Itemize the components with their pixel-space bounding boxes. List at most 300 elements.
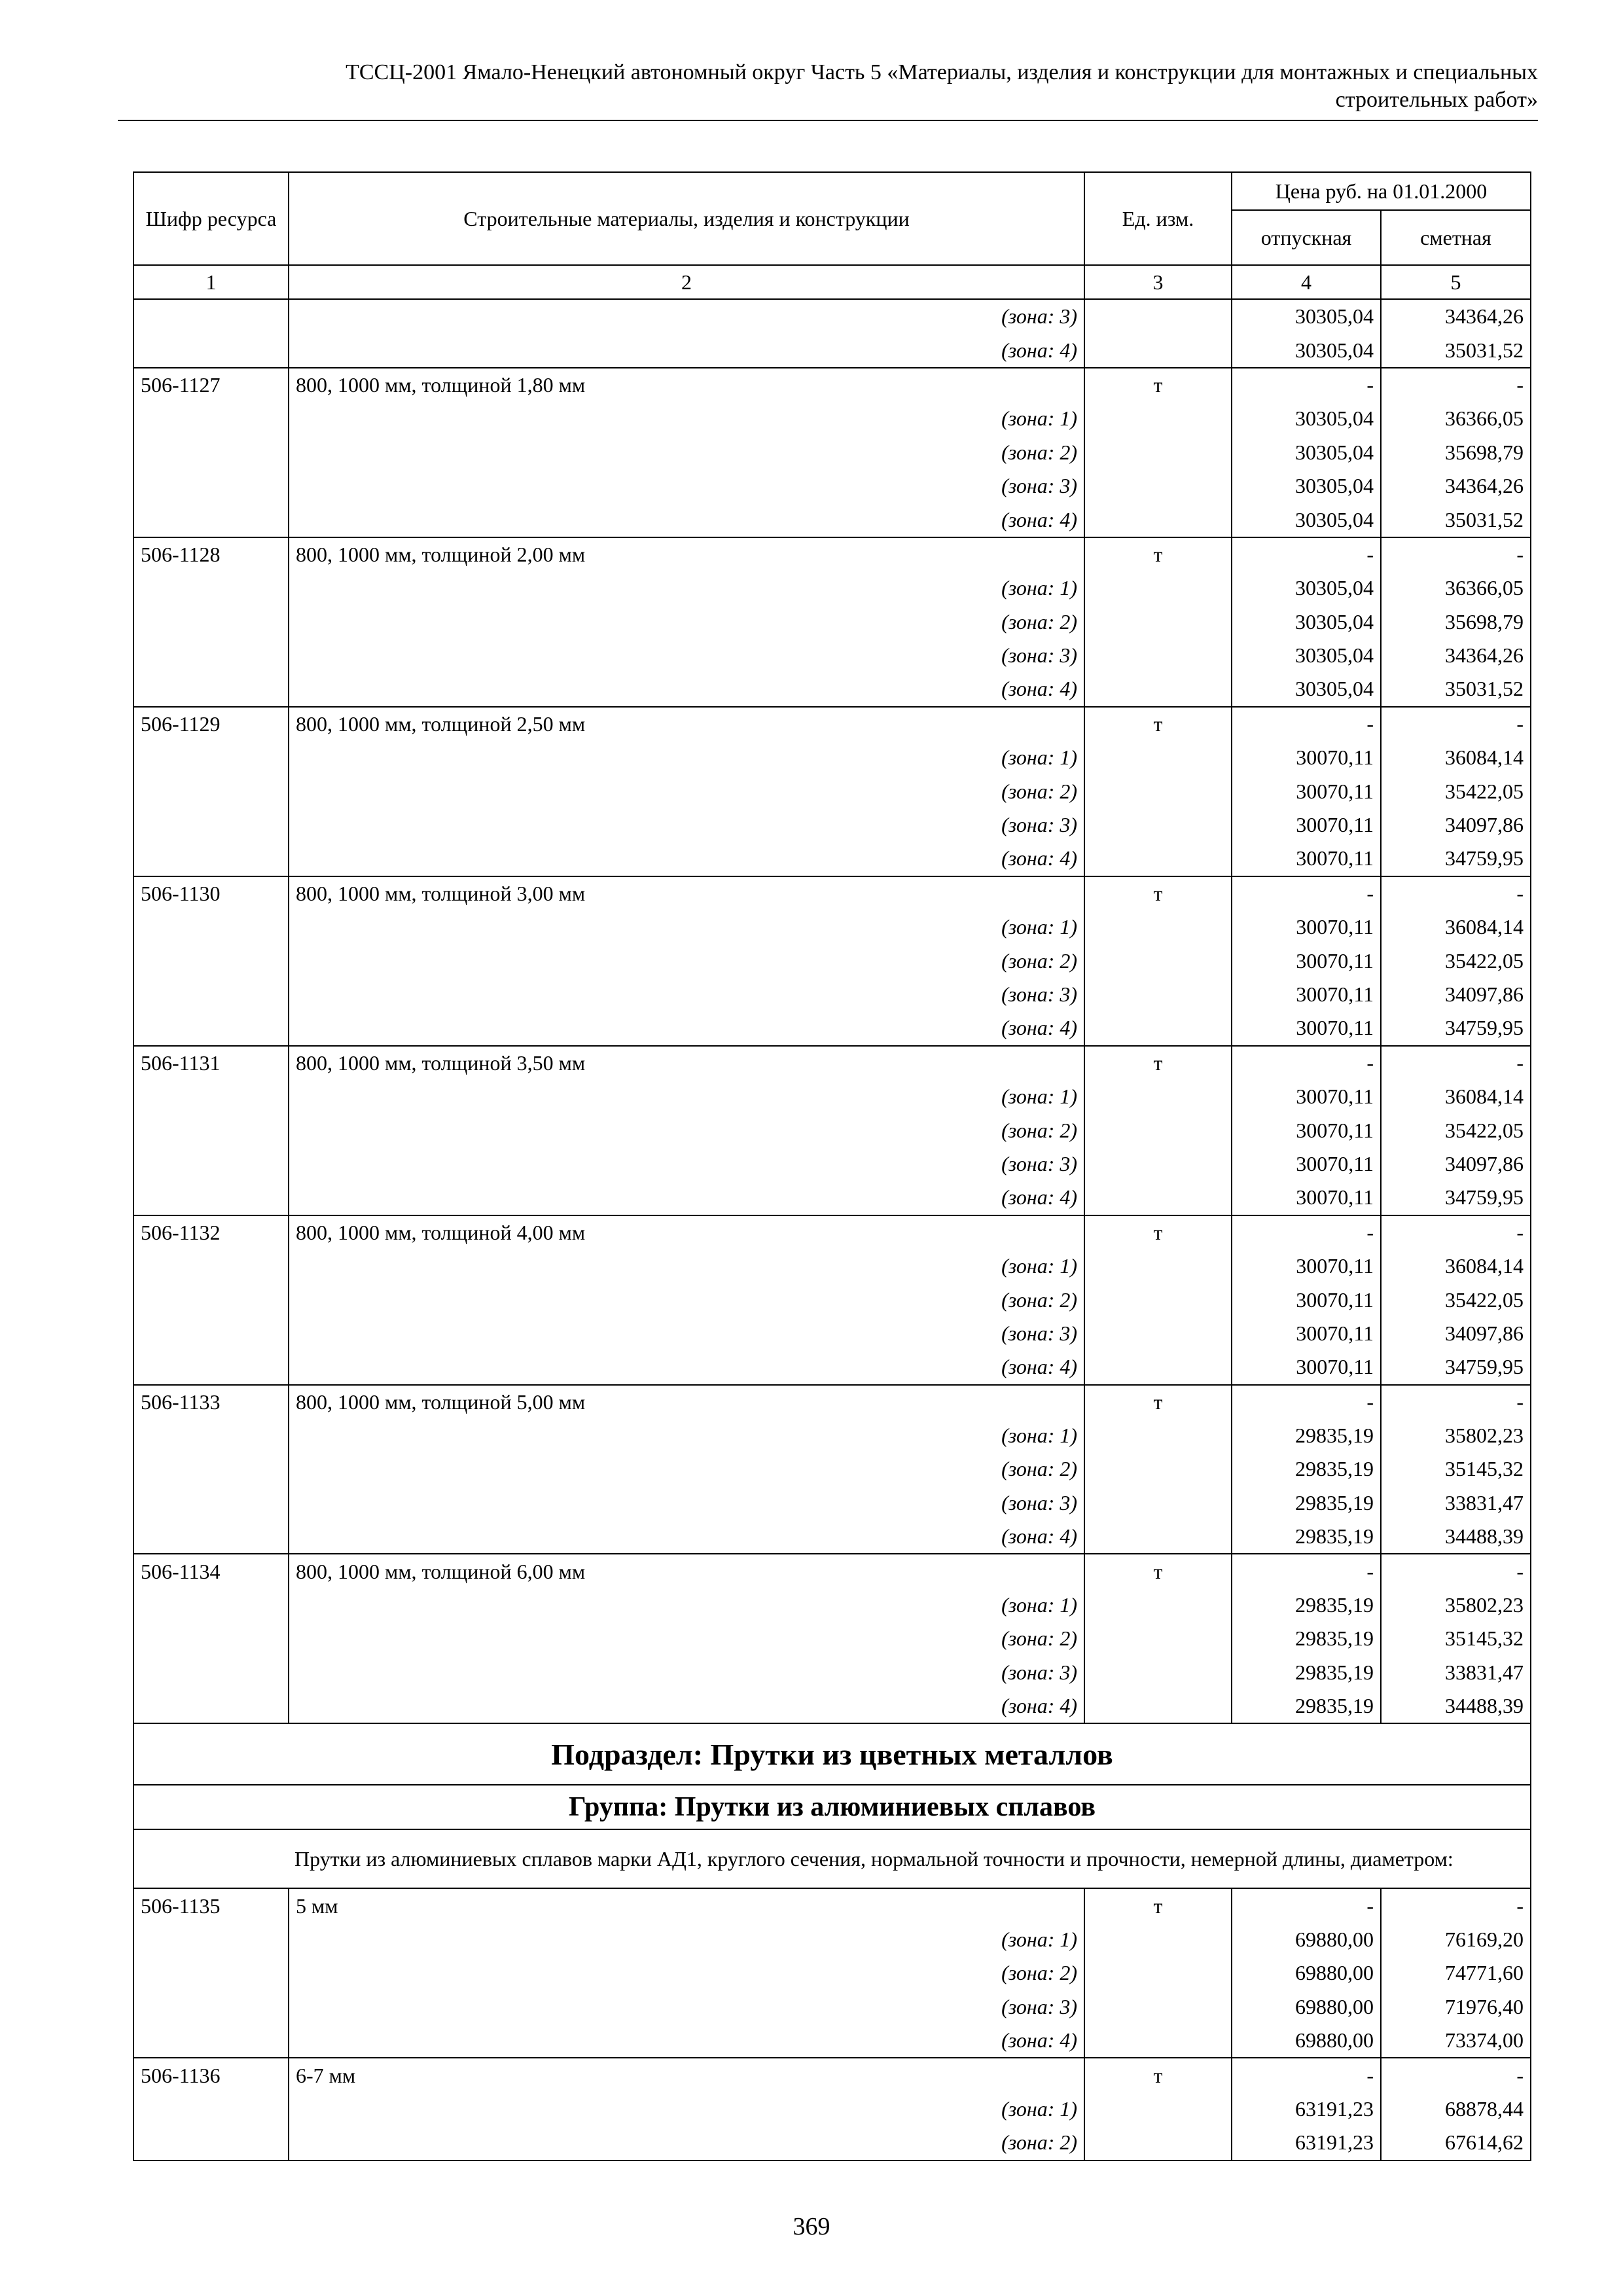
code-cell [134,1080,289,1113]
estimate-price: 36366,05 [1381,402,1531,435]
unit-cell [1084,978,1232,1011]
group-note: Прутки из алюминиевых сплавов марки АД1, круглого сечения, нормальной точности и прочности, немерной длины, диаметром: [134,1829,1531,1888]
release-price: 69880,00 [1232,1956,1381,1990]
unit-cell [1084,808,1232,842]
price-table [133,171,1531,2161]
page-number: 369 [793,2213,830,2240]
estimate-price: 71976,40 [1381,1990,1531,2024]
resource-code: 506-1130 [134,876,289,910]
estimate-price: - [1381,1888,1531,1922]
table-row [134,1520,1531,1554]
unit-cell [1084,639,1232,672]
group-note-row [134,1829,1531,1888]
code-cell [134,1249,289,1283]
release-price: 69880,00 [1232,1923,1381,1956]
release-price: 30070,11 [1232,1283,1381,1316]
unit-cell [1084,503,1232,537]
table-row [134,2092,1531,2126]
release-price: 29835,19 [1232,1656,1381,1689]
table-row [134,1990,1531,2024]
release-price: 69880,00 [1232,1990,1381,2024]
zone-label: (зона: 1) [289,910,1084,944]
estimate-price: - [1381,537,1531,571]
subsection-row [134,1723,1531,1785]
release-price: 29835,19 [1232,1486,1381,1520]
table-row [134,1419,1531,1452]
zone-label: (зона: 3) [289,1317,1084,1350]
release-price: 30070,11 [1232,1317,1381,1350]
code-cell [134,605,289,639]
estimate-price: 34097,86 [1381,1147,1531,1181]
table-row [134,1181,1531,1215]
resource-code: 506-1135 [134,1888,289,1922]
col-number: 4 [1232,265,1381,299]
col-number: 1 [134,265,289,299]
estimate-price: 35145,32 [1381,1452,1531,1486]
release-price: 30070,11 [1232,1011,1381,1045]
estimate-price: 35802,23 [1381,1588,1531,1622]
item-description: 800, 1000 мм, толщиной 3,50 мм [289,1046,1084,1080]
release-price: - [1232,1215,1381,1249]
unit-cell: т [1084,876,1232,910]
release-price: 29835,19 [1232,1588,1381,1622]
unit-cell [1084,333,1232,367]
zone-label: (зона: 1) [289,1249,1084,1283]
unit-cell [1084,1249,1232,1283]
code-cell [134,1486,289,1520]
unit-cell [1084,1520,1232,1554]
unit-cell [1084,1283,1232,1316]
unit-cell [1084,1147,1232,1181]
estimate-price: - [1381,2058,1531,2092]
table-row [134,1689,1531,1723]
table-body-part-a [134,299,1531,1723]
estimate-price: - [1381,368,1531,402]
resource-code: 506-1133 [134,1385,289,1419]
unit-cell [1084,299,1232,333]
estimate-price: 68878,44 [1381,2092,1531,2126]
code-cell [134,1956,289,1990]
estimate-price: 35422,05 [1381,1283,1531,1316]
code-cell [134,402,289,435]
unit-cell: т [1084,1385,1232,1419]
estimate-price: 35145,32 [1381,1622,1531,1655]
resource-code: 506-1136 [134,2058,289,2092]
unit-cell [1084,469,1232,503]
code-cell [134,1588,289,1622]
zone-label: (зона: 4) [289,1520,1084,1554]
zone-label: (зона: 4) [289,842,1084,876]
unit-cell [1084,944,1232,977]
unit-cell: т [1084,707,1232,741]
estimate-price: 34488,39 [1381,1520,1531,1554]
unit-cell [1084,2092,1232,2126]
zone-label: (зона: 2) [289,436,1084,469]
table-row [134,1317,1531,1350]
estimate-price: 36084,14 [1381,1080,1531,1113]
code-cell [134,436,289,469]
release-price: 30305,04 [1232,469,1381,503]
table-row [134,1046,1531,1080]
unit-cell [1084,436,1232,469]
table-row [134,1888,1531,1922]
estimate-price: 34364,26 [1381,469,1531,503]
unit-cell [1084,2126,1232,2160]
table-row [134,436,1531,469]
unit-cell [1084,1080,1232,1113]
code-cell [134,1317,289,1350]
release-price: 30305,04 [1232,605,1381,639]
zone-label: (зона: 3) [289,1990,1084,2024]
table-row [134,1080,1531,1113]
unit-cell [1084,571,1232,605]
estimate-price: 35698,79 [1381,605,1531,639]
col-header-release: отпускная [1232,210,1381,265]
code-cell [134,1419,289,1452]
zone-label: (зона: 1) [289,1080,1084,1113]
code-cell [134,2024,289,2058]
table-row [134,1486,1531,1520]
release-price: 63191,23 [1232,2126,1381,2160]
col-header-name: Строительные материалы, изделия и конструкции [289,172,1084,265]
item-description: 800, 1000 мм, толщиной 3,00 мм [289,876,1084,910]
code-cell [134,774,289,808]
header-line-2: строительных работ» [1335,88,1538,112]
estimate-price: 74771,60 [1381,1956,1531,1990]
table-row [134,1249,1531,1283]
resource-code: 506-1129 [134,707,289,741]
unit-cell [1084,1689,1232,1723]
release-price: 30070,11 [1232,1181,1381,1215]
estimate-price: 35422,05 [1381,1113,1531,1147]
release-price: 30305,04 [1232,672,1381,706]
zone-label: (зона: 1) [289,1588,1084,1622]
table-row [134,469,1531,503]
zone-label: (зона: 2) [289,1956,1084,1990]
estimate-price: 34097,86 [1381,808,1531,842]
table-row [134,537,1531,571]
table-row [134,1956,1531,1990]
code-cell [134,1689,289,1723]
zone-label: (зона: 2) [289,1622,1084,1655]
release-price: 30305,04 [1232,299,1381,333]
release-price: 30070,11 [1232,1249,1381,1283]
unit-cell [1084,2024,1232,2058]
release-price: 30305,04 [1232,436,1381,469]
table-row [134,1554,1531,1588]
estimate-price: 34759,95 [1381,842,1531,876]
table-row [134,1350,1531,1384]
release-price: 29835,19 [1232,1520,1381,1554]
table-row [134,639,1531,672]
table-row [134,2126,1531,2160]
header-rule [118,120,1538,121]
unit-cell [1084,1452,1232,1486]
col-header-estimate: сметная [1381,210,1531,265]
zone-label: (зона: 3) [289,1147,1084,1181]
code-cell [134,1452,289,1486]
estimate-price: 33831,47 [1381,1486,1531,1520]
release-price: - [1232,1385,1381,1419]
item-description: 800, 1000 мм, толщиной 1,80 мм [289,368,1084,402]
estimate-price: 35422,05 [1381,944,1531,977]
unit-cell [1084,1656,1232,1689]
zone-label: (зона: 1) [289,1419,1084,1452]
release-price: 69880,00 [1232,2024,1381,2058]
unit-cell [1084,402,1232,435]
unit-cell [1084,1990,1232,2024]
zone-label: (зона: 3) [289,469,1084,503]
release-price: - [1232,1554,1381,1588]
table-row [134,1011,1531,1045]
table-row [134,402,1531,435]
estimate-price: 35031,52 [1381,503,1531,537]
item-description: 800, 1000 мм, толщиной 4,00 мм [289,1215,1084,1249]
code-cell [134,910,289,944]
unit-cell [1084,1923,1232,1956]
zone-label: (зона: 3) [289,639,1084,672]
table-row [134,2024,1531,2058]
table-row [134,876,1531,910]
table-row [134,368,1531,402]
unit-cell [1084,774,1232,808]
release-price: 29835,19 [1232,1622,1381,1655]
unit-cell: т [1084,368,1232,402]
code-cell [134,978,289,1011]
table-row [134,1588,1531,1622]
estimate-price: 35802,23 [1381,1419,1531,1452]
code-cell [134,1520,289,1554]
code-cell [134,1283,289,1316]
table-body-part-b [134,1888,1531,2160]
unit-cell [1084,1181,1232,1215]
col-number: 2 [289,265,1084,299]
zone-label: (зона: 2) [289,2126,1084,2160]
zone-label: (зона: 3) [289,1656,1084,1689]
estimate-price: - [1381,876,1531,910]
subsection-title: Подраздел: Прутки из цветных металлов [134,1723,1531,1785]
unit-cell: т [1084,537,1232,571]
running-header [118,59,1538,114]
release-price: 30305,04 [1232,402,1381,435]
resource-code: 506-1131 [134,1046,289,1080]
release-price: 30070,11 [1232,842,1381,876]
release-price: - [1232,707,1381,741]
item-description: 800, 1000 мм, толщиной 2,50 мм [289,707,1084,741]
zone-label: (зона: 4) [289,2024,1084,2058]
estimate-price: 36084,14 [1381,741,1531,774]
unit-cell [1084,842,1232,876]
release-price: 30070,11 [1232,774,1381,808]
table-row [134,333,1531,367]
table-row [134,944,1531,977]
unit-cell: т [1084,1046,1232,1080]
col-header-code: Шифр ресурса [134,172,289,265]
release-price: 30070,11 [1232,1350,1381,1384]
table-row [134,1923,1531,1956]
release-price: 30070,11 [1232,944,1381,977]
table-row [134,842,1531,876]
table-row [134,707,1531,741]
release-price: 30305,04 [1232,639,1381,672]
estimate-price: 67614,62 [1381,2126,1531,2160]
estimate-price: - [1381,707,1531,741]
zone-label: (зона: 4) [289,503,1084,537]
release-price: 30070,11 [1232,978,1381,1011]
code-cell [134,672,289,706]
code-cell [134,1011,289,1045]
estimate-price: 34097,86 [1381,1317,1531,1350]
table-row [134,299,1531,333]
unit-cell [1084,1956,1232,1990]
resource-code: 506-1127 [134,368,289,402]
estimate-price: - [1381,1046,1531,1080]
estimate-price: 36084,14 [1381,910,1531,944]
unit-cell: т [1084,2058,1232,2092]
resource-code: 506-1134 [134,1554,289,1588]
table-row [134,605,1531,639]
estimate-price: 76169,20 [1381,1923,1531,1956]
col-number: 3 [1084,265,1232,299]
col-header-price-group: Цена руб. на 01.01.2000 [1232,172,1531,210]
item-description: 800, 1000 мм, толщиной 2,00 мм [289,537,1084,571]
resource-code: 506-1128 [134,537,289,571]
table-row [134,1622,1531,1655]
unit-cell [1084,1622,1232,1655]
zone-label: (зона: 1) [289,571,1084,605]
resource-code: 506-1132 [134,1215,289,1249]
code-cell [134,1990,289,2024]
release-price: 30070,11 [1232,1113,1381,1147]
release-price: 29835,19 [1232,1452,1381,1486]
zone-label: (зона: 1) [289,2092,1084,2126]
zone-label: (зона: 3) [289,978,1084,1011]
col-number: 5 [1381,265,1531,299]
zone-label: (зона: 4) [289,1011,1084,1045]
table-row [134,741,1531,774]
unit-cell [1084,672,1232,706]
table-row [134,672,1531,706]
estimate-price: 34097,86 [1381,978,1531,1011]
release-price: - [1232,537,1381,571]
estimate-price: 35031,52 [1381,672,1531,706]
table-row [134,774,1531,808]
zone-label: (зона: 2) [289,774,1084,808]
estimate-price: 36084,14 [1381,1249,1531,1283]
zone-label: (зона: 2) [289,1283,1084,1316]
release-price: - [1232,368,1381,402]
code-cell [134,1656,289,1689]
unit-cell [1084,1419,1232,1452]
group-title: Группа: Прутки из алюминиевых сплавов [134,1785,1531,1829]
table-row [134,503,1531,537]
table-row [134,1147,1531,1181]
code-cell [134,571,289,605]
zone-label: (зона: 3) [289,1486,1084,1520]
table-row [134,1113,1531,1147]
estimate-price: 35031,52 [1381,333,1531,367]
estimate-price: 36366,05 [1381,571,1531,605]
table-row [134,1385,1531,1419]
estimate-price: - [1381,1385,1531,1419]
release-price: 30305,04 [1232,503,1381,537]
item-description: 5 мм [289,1888,1084,1922]
header-line-1: ТССЦ-2001 Ямало-Ненецкий автономный округ Часть 5 «Материалы, изделия и конструкции для монтажных и специальных [346,60,1538,84]
zone-label: (зона: 4) [289,672,1084,706]
unit-cell: т [1084,1554,1232,1588]
code-cell [134,299,289,333]
release-price: 30305,04 [1232,571,1381,605]
estimate-price: 34759,95 [1381,1181,1531,1215]
estimate-price: 35698,79 [1381,436,1531,469]
release-price: 30070,11 [1232,741,1381,774]
zone-label: (зона: 4) [289,1181,1084,1215]
unit-cell: т [1084,1215,1232,1249]
zone-label: (зона: 3) [289,299,1084,333]
code-cell [134,1622,289,1655]
estimate-price: 35422,05 [1381,774,1531,808]
zone-label: (зона: 2) [289,605,1084,639]
release-price: 29835,19 [1232,1689,1381,1723]
release-price: - [1232,876,1381,910]
estimate-price: 34364,26 [1381,639,1531,672]
estimate-price: 73374,00 [1381,2024,1531,2058]
unit-cell: т [1084,1888,1232,1922]
code-cell [134,2092,289,2126]
zone-label: (зона: 4) [289,1689,1084,1723]
unit-cell [1084,910,1232,944]
unit-cell [1084,1113,1232,1147]
estimate-price: 34759,95 [1381,1011,1531,1045]
item-description: 800, 1000 мм, толщиной 6,00 мм [289,1554,1084,1588]
code-cell [134,842,289,876]
zone-label: (зона: 3) [289,808,1084,842]
table-row [134,571,1531,605]
estimate-price: 33831,47 [1381,1656,1531,1689]
release-price: 30070,11 [1232,1080,1381,1113]
table-row [134,910,1531,944]
table-row [134,808,1531,842]
code-cell [134,2126,289,2160]
estimate-price: - [1381,1215,1531,1249]
code-cell [134,808,289,842]
zone-label: (зона: 1) [289,402,1084,435]
code-cell [134,1147,289,1181]
unit-cell [1084,605,1232,639]
unit-cell [1084,741,1232,774]
table-row [134,2058,1531,2092]
code-cell [134,944,289,977]
code-cell [134,741,289,774]
release-price: 30305,04 [1232,333,1381,367]
release-price: 30070,11 [1232,808,1381,842]
code-cell [134,1113,289,1147]
group-row [134,1785,1531,1829]
zone-label: (зона: 2) [289,1113,1084,1147]
estimate-price: - [1381,1554,1531,1588]
item-description: 6-7 мм [289,2058,1084,2092]
table-row [134,1283,1531,1316]
zone-label: (зона: 4) [289,1350,1084,1384]
code-cell [134,1181,289,1215]
zone-label: (зона: 1) [289,1923,1084,1956]
table-row [134,978,1531,1011]
zone-label: (зона: 1) [289,741,1084,774]
code-cell [134,469,289,503]
release-price: - [1232,1046,1381,1080]
table-row [134,1656,1531,1689]
zone-label: (зона: 2) [289,1452,1084,1486]
